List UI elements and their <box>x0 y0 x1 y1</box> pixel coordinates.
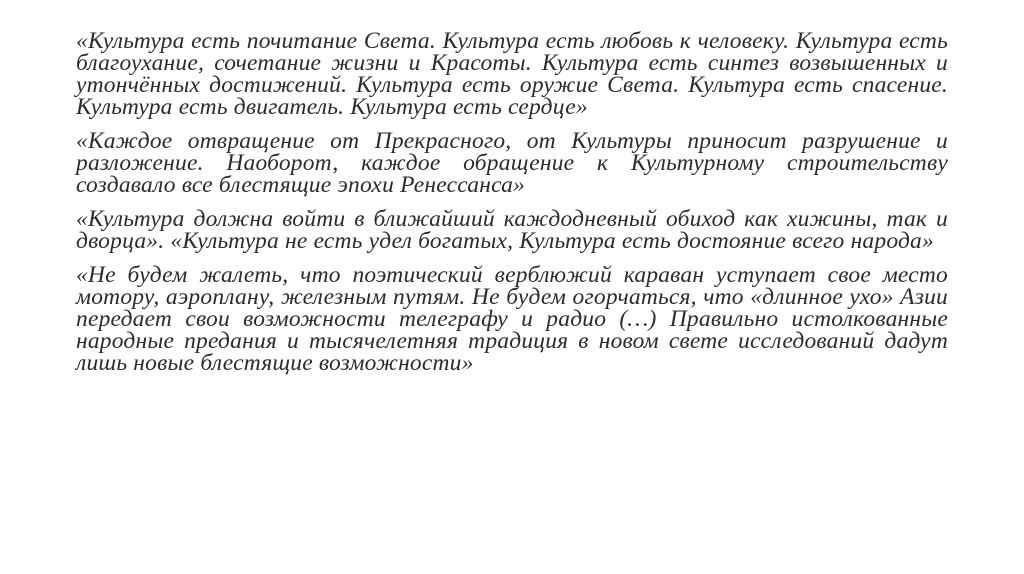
quote-culture-definitions: «Культура есть почитание Света. Культура есть любовь к человеку. Культура есть благоухание, сочетание жизни и Красоты. Культура есть синтез возвышенных и утончённых достижений. Культура есть оружие Света. Культура есть спасение. Культура есть двигатель. Культура есть сердце» <box>76 28 948 120</box>
quote-progress-traditions: «Не будем жалеть, что поэтический верблюжий караван уступает свое место мотору, аэроплану, железным путям. Не будем огорчаться, что «длинное ухо» Азии передает свои возможности телеграфу и радио (…) Правильно истолкованные народные предания и тысячелетняя традиция в новом свете исследований дадут лишь новые блестящие возможности» <box>76 262 948 376</box>
quote-culture-for-all: «Культура должна войти в ближайший каждодневный обиход как хижины, так и дворца». «Культура не есть удел богатых, Культура есть достояние всего народа» <box>76 206 948 254</box>
quote-beauty-renaissance: «Каждое отвращение от Прекрасного, от Культуры приносит разрушение и разложение. Наоборот, каждое обращение к Культурному строительству создавало все блестящие эпохи Ренессанса» <box>76 128 948 198</box>
quotes-block <box>76 30 948 386</box>
